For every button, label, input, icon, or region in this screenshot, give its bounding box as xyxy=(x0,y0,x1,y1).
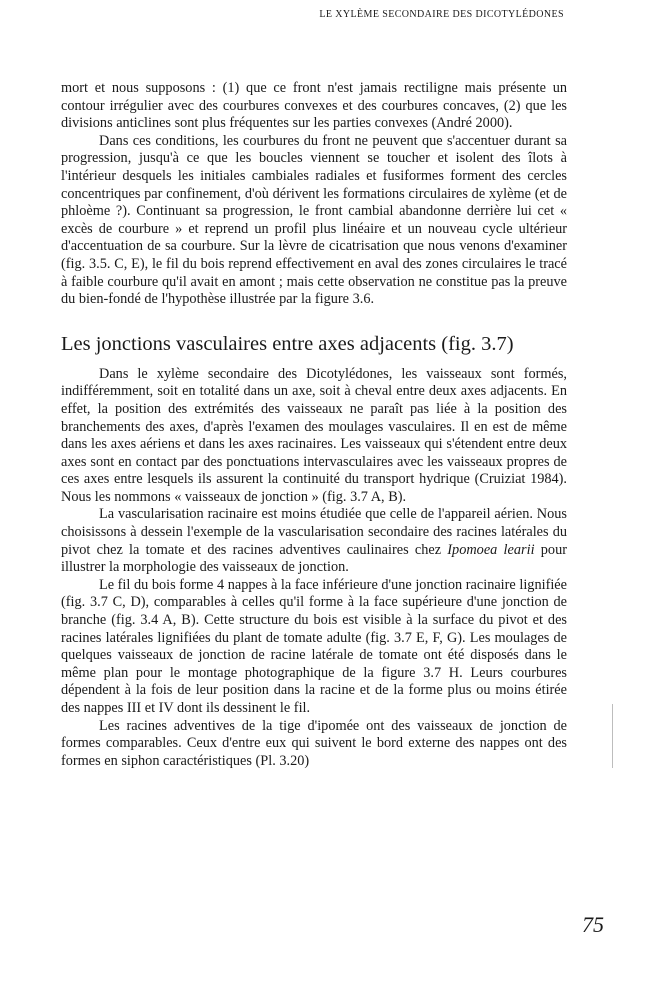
paragraph: Les racines adventives de la tige d'ipomée ont des vaisseaux de jonction de formes comparables. Ceux d'entre eux qui suivent le bord externe des nappes ont des formes en siphon caractéristiques (Pl. 3.20) xyxy=(61,717,567,769)
species-name: Ipomoea learii xyxy=(447,541,535,558)
paragraph-text: La vascularisation racinaire est moins étudiée que celle de l'appareil aérien. Nous choisissons à dessein l'exemple de la vascularisation secondaire des racines latérales du pivot chez la tomate et des racines adventives caulinaires chez xyxy=(61,506,567,558)
page-number: 75 xyxy=(582,912,604,937)
section-title: Les jonctions vasculaires entre axes adjacents xyxy=(61,332,437,355)
page-body xyxy=(61,80,567,770)
margin-mark xyxy=(612,704,613,768)
paragraph: Dans ces conditions, les courbures du front ne peuvent que s'accentuer durant sa progression, jusqu'à ce que les boucles viennent se toucher et isolent des îlots à l'intérieur desquels les initiales cambiales radiales et fusiformes forment des cercles concentriques par confinement, d'où dérivent les formations circulaires de xylème (et de phloème ?). Continuant sa progression, le front cambial abandonne derrière lui cet « excès de courbure » et reprend un profil plus linéaire et un nouveau cycle ultérieur d'accentuation de sa courbure. Sur la lèvre de cicatrisation que nous venons d'examiner (fig. 3.5. C, E), le fil du bois reprend effectivement en aval des zones circulaires le tracé à faible courbure qu'il avait en amont ; mais cette observation ne constitue pas la preuve du bien-fondé de l'hypothèse illustrée par la figure 3.6. xyxy=(61,132,567,308)
paragraph: Le fil du bois forme 4 nappes à la face inférieure d'une jonction racinaire lignifiée (fig. 3.7 C, D), comparables à celles qu'il forme à la face supérieure d'une jonction de branche (fig. 3.4 A, B). Cette structure du bois est visible à la surface du pivot et des racines latérales lignifiées du plant de tomate adulte (fig. 3.7 E, F, G). Les moulages de quelques vaisseaux de jonction de racine latérale de tomate ont été disposés dans le même plan pour le montage photographique de la figure 3.7 H. Leurs courbures dépendent à la fois de leur position dans la racine et de la forme plus ou moins étirée des nappes III et IV dont ils dessinent le fil. xyxy=(61,576,567,716)
paragraph: Dans le xylème secondaire des Dicotylédones, les vaisseaux sont formés, indifféremment, soit en totalité dans un axe, soit à cheval entre deux axes adjacents. En effet, la position des extrémités des vaisseaux ne paraît pas liée à la position des branchements des axes, d'après l'examen des moulages vasculaires. Il en est de même dans les axes aériens et dans les axes racinaires. Les vaisseaux qui s'étendent entre deux axes sont en contact par des ponctuations intervasculaires avec les vaisseaux propres de ces axes entre lesquels ils assurent la continuité du transport hydrique (Cruiziat 1984). Nous les nommons « vaisseaux de jonction » (fig. 3.7 A, B). xyxy=(61,365,567,505)
running-header: LE XYLÈME SECONDAIRE DES DICOTYLÉDONES xyxy=(319,9,564,20)
section-heading xyxy=(61,332,567,356)
paragraph-continuation: mort et nous supposons : (1) que ce front n'est jamais rectiligne mais présente un contour irrégulier avec des courbures convexes et des courbures concaves, (2) que les divisions anticlines sont plus fréquentes sur les parties convexes (André 2000). xyxy=(61,80,567,132)
paragraph-text: pour illustrer la morphologie des vaisseaux de jonction. xyxy=(61,541,567,576)
paragraph xyxy=(61,506,567,576)
section-figure-reference: (fig. 3.7) xyxy=(441,332,514,355)
